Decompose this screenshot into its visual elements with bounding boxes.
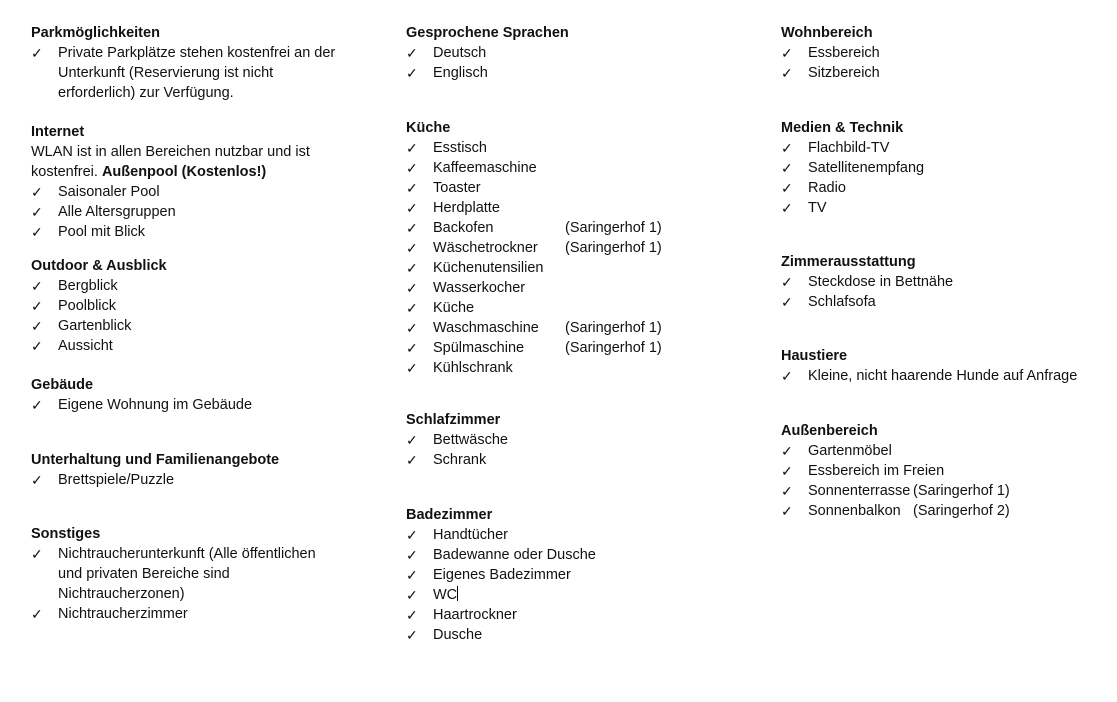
- list-item: [406, 138, 746, 158]
- section-zimmerausstattung: [781, 252, 1111, 312]
- checkmark-icon: ✓: [406, 607, 418, 623]
- item-text: erforderlich) zur Verfügung.: [58, 85, 234, 101]
- checkmark-icon: ✓: [406, 587, 418, 603]
- location-note: (Saringerhof 1): [565, 240, 662, 256]
- item-text: Sitzbereich: [808, 65, 880, 81]
- list-item: [31, 336, 371, 356]
- item-text: Handtücher: [433, 527, 508, 543]
- checkmark-icon: ✓: [406, 240, 418, 256]
- checkmark-icon: ✓: [31, 472, 43, 488]
- item-text: Sonnenbalkon: [808, 503, 901, 519]
- item-text: Eigenes Badezimmer: [433, 567, 571, 583]
- section-parkmoeglichkeiten: [31, 23, 371, 103]
- list-item: [781, 481, 1111, 501]
- list-item: [781, 461, 1111, 481]
- checkmark-icon: ✓: [781, 463, 793, 479]
- checkmark-icon: ✓: [406, 220, 418, 236]
- item-text: Dusche: [433, 627, 483, 643]
- item-text: Badewanne oder Dusche: [433, 547, 596, 563]
- list-item: [31, 43, 371, 103]
- location-note: (Saringerhof 1): [565, 320, 662, 336]
- checkmark-icon: ✓: [406, 140, 418, 156]
- checkmark-icon: ✓: [406, 260, 418, 276]
- item-text: Schrank: [433, 452, 487, 468]
- item-text: WC: [433, 587, 458, 603]
- item-text: Englisch: [433, 65, 488, 81]
- list-item: [781, 43, 1111, 63]
- section-outdoor-and-ausblick: [31, 256, 371, 356]
- item-text: Essbereich im Freien: [808, 463, 945, 479]
- item-text: Pool mit Blick: [58, 224, 146, 240]
- list-item: [31, 316, 371, 336]
- checkmark-icon: ✓: [31, 204, 43, 220]
- item-text: Esstisch: [433, 140, 487, 156]
- checkmark-icon: ✓: [406, 627, 418, 643]
- item-text: Schlafsofa: [808, 294, 876, 310]
- checkmark-icon: ✓: [781, 65, 793, 81]
- list-item: [406, 450, 746, 470]
- list-item: [781, 63, 1111, 83]
- checkmark-icon: ✓: [406, 432, 418, 448]
- item-text: Aussicht: [58, 338, 113, 354]
- item-text: Herdplatte: [433, 200, 500, 216]
- item-text: Bergblick: [58, 278, 118, 294]
- item-text: Gartenblick: [58, 318, 132, 334]
- section-heading: Zimmerausstattung: [781, 254, 916, 270]
- list-item: [406, 278, 746, 298]
- checkmark-icon: ✓: [31, 298, 43, 314]
- section-sonstiges: [31, 524, 371, 624]
- section-medien-and-technik: [781, 118, 1111, 218]
- list-item: [406, 43, 746, 63]
- item-text: Toaster: [433, 180, 481, 196]
- checkmark-icon: ✓: [781, 140, 793, 156]
- list-item: [406, 525, 746, 545]
- checkmark-icon: ✓: [31, 606, 43, 622]
- item-text: Bettwäsche: [433, 432, 508, 448]
- checkmark-icon: ✓: [406, 300, 418, 316]
- item-text: Brettspiele/Puzzle: [58, 472, 175, 488]
- item-text: Gartenmöbel: [808, 443, 892, 459]
- list-item: [31, 604, 371, 624]
- checkmark-icon: ✓: [406, 45, 418, 61]
- paragraph-line: WLAN ist in allen Bereichen nutzbar und ist: [31, 144, 310, 160]
- list-item: [31, 470, 371, 490]
- section-internet: [31, 122, 371, 242]
- list-item: [31, 544, 371, 604]
- checkmark-icon: ✓: [31, 546, 43, 562]
- item-text: und privaten Bereiche sind: [58, 566, 230, 582]
- item-text: Wasserkocher: [433, 280, 526, 296]
- checkmark-icon: ✓: [406, 200, 418, 216]
- section-unterhaltung-und-familienangebote: [31, 450, 371, 490]
- list-item: [31, 182, 371, 202]
- item-text: Nichtraucherunterkunft (Alle öffentlichen: [58, 546, 316, 562]
- section-gebaeude: [31, 375, 371, 415]
- section-heading: Sonstiges: [31, 526, 101, 542]
- item-text: Küche: [433, 300, 475, 316]
- list-item: [781, 198, 1111, 218]
- checkmark-icon: ✓: [406, 567, 418, 583]
- list-item: [406, 605, 746, 625]
- checkmark-icon: ✓: [781, 368, 793, 384]
- item-text: Unterkunft (Reservierung ist nicht: [58, 65, 274, 81]
- item-text: Deutsch: [433, 45, 487, 61]
- list-item: [406, 158, 746, 178]
- item-text: Wäschetrockner: [433, 240, 538, 256]
- section-heading: Outdoor & Ausblick: [31, 258, 167, 274]
- list-item: [406, 198, 746, 218]
- item-text: Poolblick: [58, 298, 117, 314]
- checkmark-icon: ✓: [406, 547, 418, 563]
- section-aussenbereich: [781, 421, 1111, 521]
- item-text: Spülmaschine: [433, 340, 525, 356]
- item-text: Waschmaschine: [433, 320, 539, 336]
- item-text: TV: [808, 200, 827, 216]
- list-item: [406, 358, 746, 378]
- section-kueche: [406, 118, 746, 378]
- list-item: [406, 218, 746, 238]
- item-text: Kleine, nicht haarende Hunde auf Anfrage: [808, 368, 1078, 384]
- item-text: Radio: [808, 180, 846, 196]
- section-heading: Badezimmer: [406, 507, 493, 523]
- list-item: [31, 202, 371, 222]
- section-heading: Gebäude: [31, 377, 94, 393]
- checkmark-icon: ✓: [781, 443, 793, 459]
- checkmark-icon: ✓: [31, 184, 43, 200]
- item-text: Backofen: [433, 220, 494, 236]
- item-text: Kühlschrank: [433, 360, 513, 376]
- section-heading: Schlafzimmer: [406, 412, 501, 428]
- item-text: Private Parkplätze stehen kostenfrei an der: [58, 45, 336, 61]
- location-note: (Saringerhof 1): [913, 483, 1010, 499]
- list-item: [781, 138, 1111, 158]
- checkmark-icon: ✓: [31, 224, 43, 240]
- checkmark-icon: ✓: [406, 65, 418, 81]
- item-text: Küchenutensilien: [433, 260, 544, 276]
- list-item: [406, 338, 746, 358]
- section-heading: Haustiere: [781, 348, 848, 364]
- list-item: [31, 276, 371, 296]
- list-item: [31, 296, 371, 316]
- item-text: Sonnenterrasse: [808, 483, 911, 499]
- item-text: Nichtraucherzimmer: [58, 606, 188, 622]
- section-heading: Internet: [31, 124, 85, 140]
- list-item: [406, 545, 746, 565]
- checkmark-icon: ✓: [31, 318, 43, 334]
- section-heading: Außenbereich: [781, 423, 878, 439]
- checkmark-icon: ✓: [781, 200, 793, 216]
- item-text: Saisonaler Pool: [58, 184, 160, 200]
- item-text: Satellitenempfang: [808, 160, 925, 176]
- checkmark-icon: ✓: [781, 180, 793, 196]
- item-text: Nichtraucherzonen): [58, 586, 185, 602]
- list-item: [781, 441, 1111, 461]
- section-gesprochene-sprachen: [406, 23, 746, 83]
- list-item: [406, 178, 746, 198]
- text-cursor: [457, 586, 458, 601]
- section-heading: Unterhaltung und Familienangebote: [31, 452, 280, 468]
- location-note: (Saringerhof 2): [913, 503, 1010, 519]
- list-item: [406, 238, 746, 258]
- checkmark-icon: ✓: [406, 180, 418, 196]
- list-item: [781, 178, 1111, 198]
- checkmark-icon: ✓: [781, 294, 793, 310]
- checkmark-icon: ✓: [31, 397, 43, 413]
- checkmark-icon: ✓: [31, 45, 43, 61]
- list-item: [31, 395, 371, 415]
- checkmark-icon: ✓: [406, 360, 418, 376]
- checkmark-icon: ✓: [781, 274, 793, 290]
- item-text: Essbereich: [808, 45, 880, 61]
- section-schlafzimmer: [406, 410, 746, 470]
- list-item: [781, 158, 1111, 178]
- list-item: [406, 430, 746, 450]
- checkmark-icon: ✓: [406, 527, 418, 543]
- section-badezimmer: [406, 505, 746, 645]
- checkmark-icon: ✓: [781, 160, 793, 176]
- section-heading: Medien & Technik: [781, 120, 904, 136]
- checkmark-icon: ✓: [406, 340, 418, 356]
- checkmark-icon: ✓: [406, 280, 418, 296]
- section-wohnbereich: [781, 23, 1111, 83]
- item-text: Flachbild-TV: [808, 140, 890, 156]
- location-note: (Saringerhof 1): [565, 340, 662, 356]
- list-item: [406, 298, 746, 318]
- checkmark-icon: ✓: [781, 45, 793, 61]
- checkmark-icon: ✓: [781, 503, 793, 519]
- checkmark-icon: ✓: [406, 320, 418, 336]
- checkmark-icon: ✓: [31, 338, 43, 354]
- section-heading: Küche: [406, 120, 451, 136]
- list-item: [406, 63, 746, 83]
- list-item: [406, 565, 746, 585]
- item-text: Haartrockner: [433, 607, 517, 623]
- item-text: Alle Altersgruppen: [58, 204, 176, 220]
- list-item: [781, 272, 1111, 292]
- section-heading: Wohnbereich: [781, 25, 873, 41]
- item-text: Kaffeemaschine: [433, 160, 537, 176]
- checkmark-icon: ✓: [406, 452, 418, 468]
- list-item: [781, 501, 1111, 521]
- section-heading: Gesprochene Sprachen: [406, 25, 569, 41]
- list-item: [406, 625, 746, 645]
- inline-subheading: Außenpool (Kostenlos!): [101, 164, 267, 180]
- item-text: Eigene Wohnung im Gebäude: [58, 397, 253, 413]
- checkmark-icon: ✓: [31, 278, 43, 294]
- section-haustiere: [781, 346, 1111, 386]
- checkmark-icon: ✓: [406, 160, 418, 176]
- list-item: [406, 258, 746, 278]
- list-item: [781, 366, 1111, 386]
- list-item: [31, 222, 371, 242]
- list-item: [781, 292, 1111, 312]
- item-text: Steckdose in Bettnähe: [808, 274, 954, 290]
- section-paragraph: [31, 142, 371, 182]
- list-item: [406, 585, 746, 605]
- checkmark-icon: ✓: [781, 483, 793, 499]
- location-note: (Saringerhof 1): [565, 220, 662, 236]
- list-item: [406, 318, 746, 338]
- paragraph-line: kostenfrei.: [31, 164, 98, 180]
- section-heading: Parkmöglichkeiten: [31, 25, 160, 41]
